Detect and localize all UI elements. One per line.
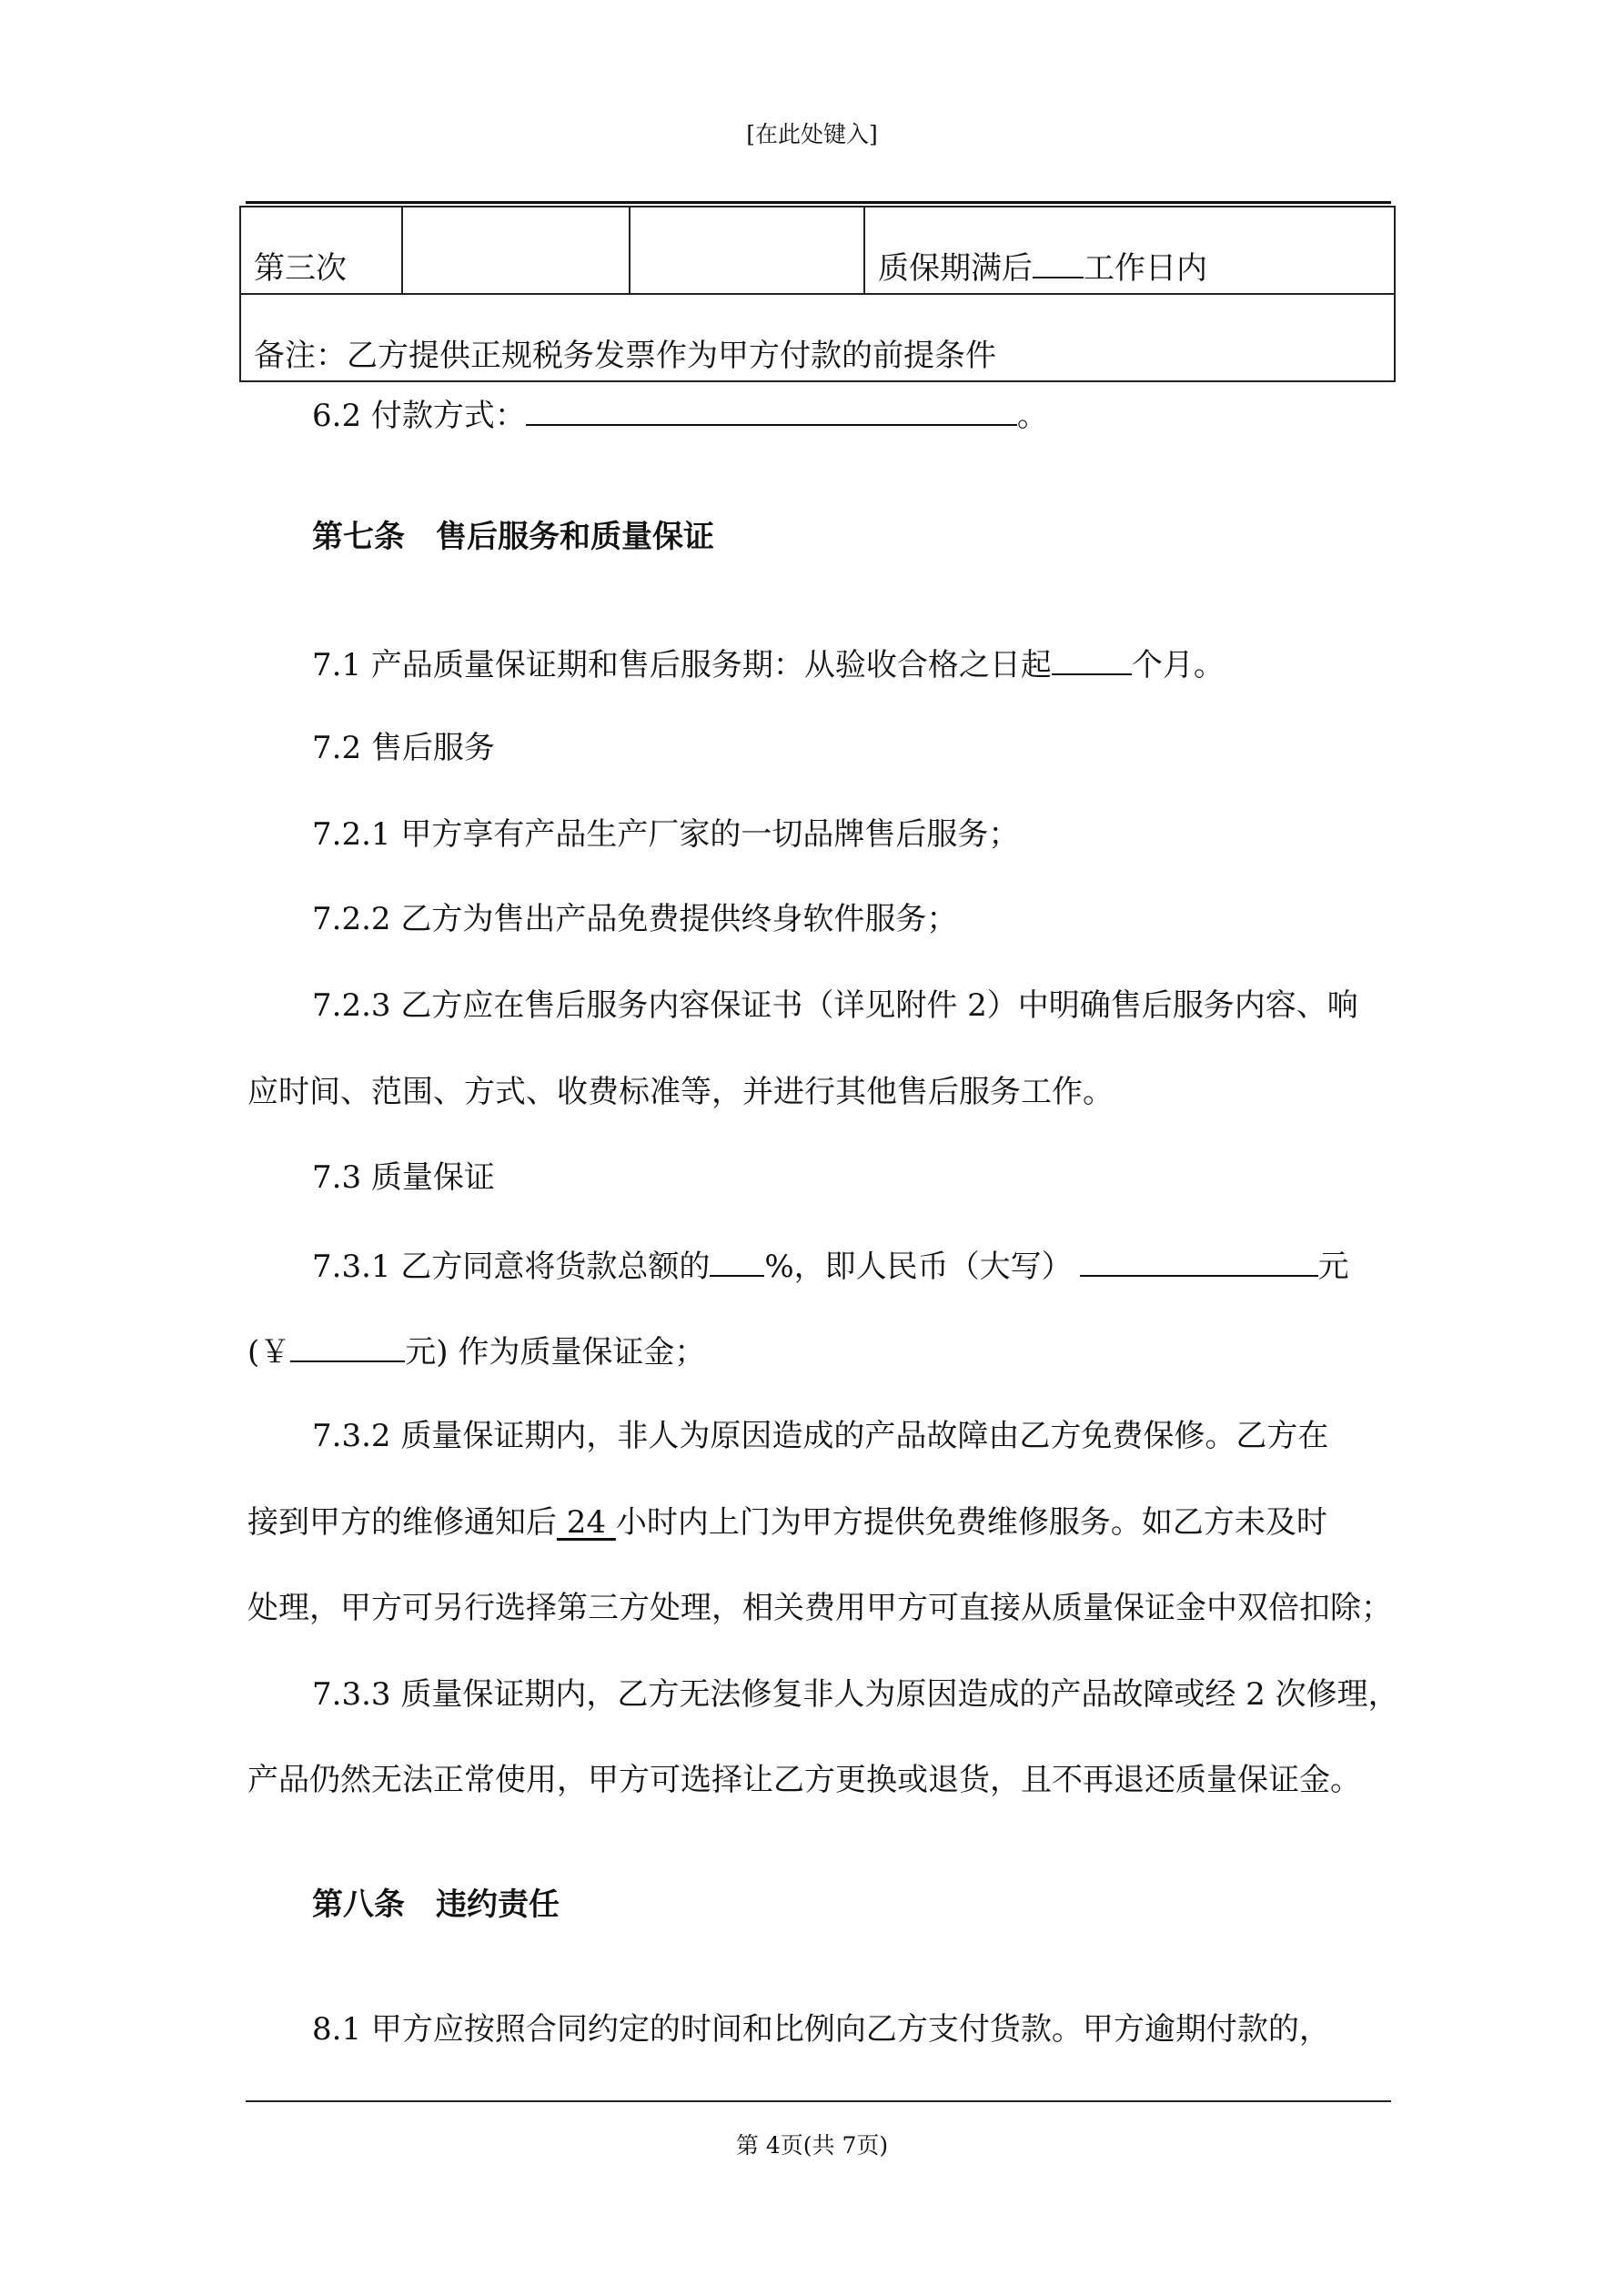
table-row bbox=[240, 294, 1395, 381]
due-text-pre: 质保期满后 bbox=[878, 250, 1033, 287]
para-7-3: 7.3 质量保证 bbox=[312, 1159, 495, 1196]
warranty-months-blank bbox=[1052, 644, 1132, 675]
para-7-3-1-a: 7.3.1 乙方同意将货款总额的 bbox=[312, 1249, 711, 1285]
para-7-2-2: 7.2.2 乙方为售出产品免费提供终身软件服务； bbox=[312, 901, 958, 937]
para-7-3-1-l2-b: 元) 作为质量保证金； bbox=[405, 1334, 706, 1371]
para-7-2: 7.2 售后服务 bbox=[312, 730, 495, 766]
section-8-title: 第八条 违约责任 bbox=[312, 1886, 560, 1923]
para-7-2-3-line2: 应时间、范围、方式、收费标准等，并进行其他售后服务工作。 bbox=[247, 1074, 1114, 1110]
percent-blank bbox=[710, 1246, 764, 1277]
para-7-3-1-c: 元 bbox=[1317, 1249, 1349, 1285]
stage-label: 第三次 bbox=[254, 250, 347, 287]
table-cell-due bbox=[864, 207, 1395, 294]
page-header: [在此处键入] bbox=[746, 121, 878, 147]
para-7-3-2-l2-b: 小时内上门为甲方提供免费维修服务。如乙方未及时 bbox=[615, 1504, 1327, 1541]
para-7-3-1-line2 bbox=[247, 1331, 705, 1371]
para-7-3-1-b: %，即人民币（大写） bbox=[764, 1249, 1073, 1285]
section-7-title: 第七条 售后服务和质量保证 bbox=[312, 519, 714, 555]
para-7-2-1: 7.2.1 甲方享有产品生产厂家的一切品牌售后服务； bbox=[312, 816, 1020, 853]
para-7-1-post: 个月。 bbox=[1131, 647, 1225, 683]
due-days-blank bbox=[1033, 248, 1084, 278]
payment-table bbox=[239, 206, 1396, 382]
table-cell-stage bbox=[240, 207, 402, 294]
para-6-2 bbox=[312, 395, 1048, 434]
payment-method-blank bbox=[526, 395, 1017, 426]
para-7-3-2-line1: 7.3.2 质量保证期内，非人为原因造成的产品故障由乙方免费保修。乙方在 bbox=[312, 1418, 1329, 1454]
para-7-3-2-l2-a: 接到甲方的维修通知后 bbox=[247, 1504, 557, 1541]
para-7-1-pre: 7.1 产品质量保证期和售后服务期：从验收合格之日起 bbox=[312, 647, 1052, 683]
due-text-post: 工作日内 bbox=[1084, 250, 1207, 287]
table-cell-empty-2 bbox=[630, 207, 864, 294]
para-7-3-2-line2 bbox=[247, 1504, 1327, 1541]
para-7-2-3-line1: 7.2.3 乙方应在售后服务内容保证书（详见附件 2）中明确售后服务内容、响 bbox=[312, 987, 1358, 1024]
table-row bbox=[240, 207, 1395, 294]
table-note: 备注：乙方提供正规税务发票作为甲方付款的前提条件 bbox=[254, 338, 996, 374]
table-note-cell bbox=[240, 294, 1395, 381]
header-rule bbox=[246, 201, 1391, 204]
para-7-3-1-l2-a: (￥ bbox=[247, 1334, 291, 1371]
payment-method-label: 6.2 付款方式： bbox=[312, 398, 526, 434]
footer-rule bbox=[246, 2100, 1391, 2102]
para-8-1: 8.1 甲方应按照合同约定的时间和比例向乙方支付货款。甲方逾期付款的， bbox=[312, 2011, 1330, 2048]
para-7-3-3-line1: 7.3.3 质量保证期内，乙方无法修复非人为原因造成的产品故障或经 2 次修理， bbox=[312, 1676, 1399, 1713]
page-number: 第 4页(共 7页) bbox=[735, 2132, 889, 2159]
para-7-3-1-line1 bbox=[312, 1246, 1349, 1285]
para-7-1 bbox=[312, 644, 1225, 683]
para-7-3-2-line3: 处理，甲方可另行选择第三方处理，相关费用甲方可直接从质量保证金中双倍扣除； bbox=[247, 1590, 1392, 1626]
payment-method-end: 。 bbox=[1016, 398, 1048, 434]
rmb-uppercase-blank bbox=[1080, 1246, 1318, 1277]
rmb-amount-blank bbox=[290, 1331, 405, 1362]
table-cell-empty-1 bbox=[402, 207, 630, 294]
response-hours: 24 bbox=[557, 1504, 616, 1541]
para-7-3-3-line2: 产品仍然无法正常使用，甲方可选择让乙方更换或退货，且不再退还质量保证金。 bbox=[247, 1762, 1361, 1798]
